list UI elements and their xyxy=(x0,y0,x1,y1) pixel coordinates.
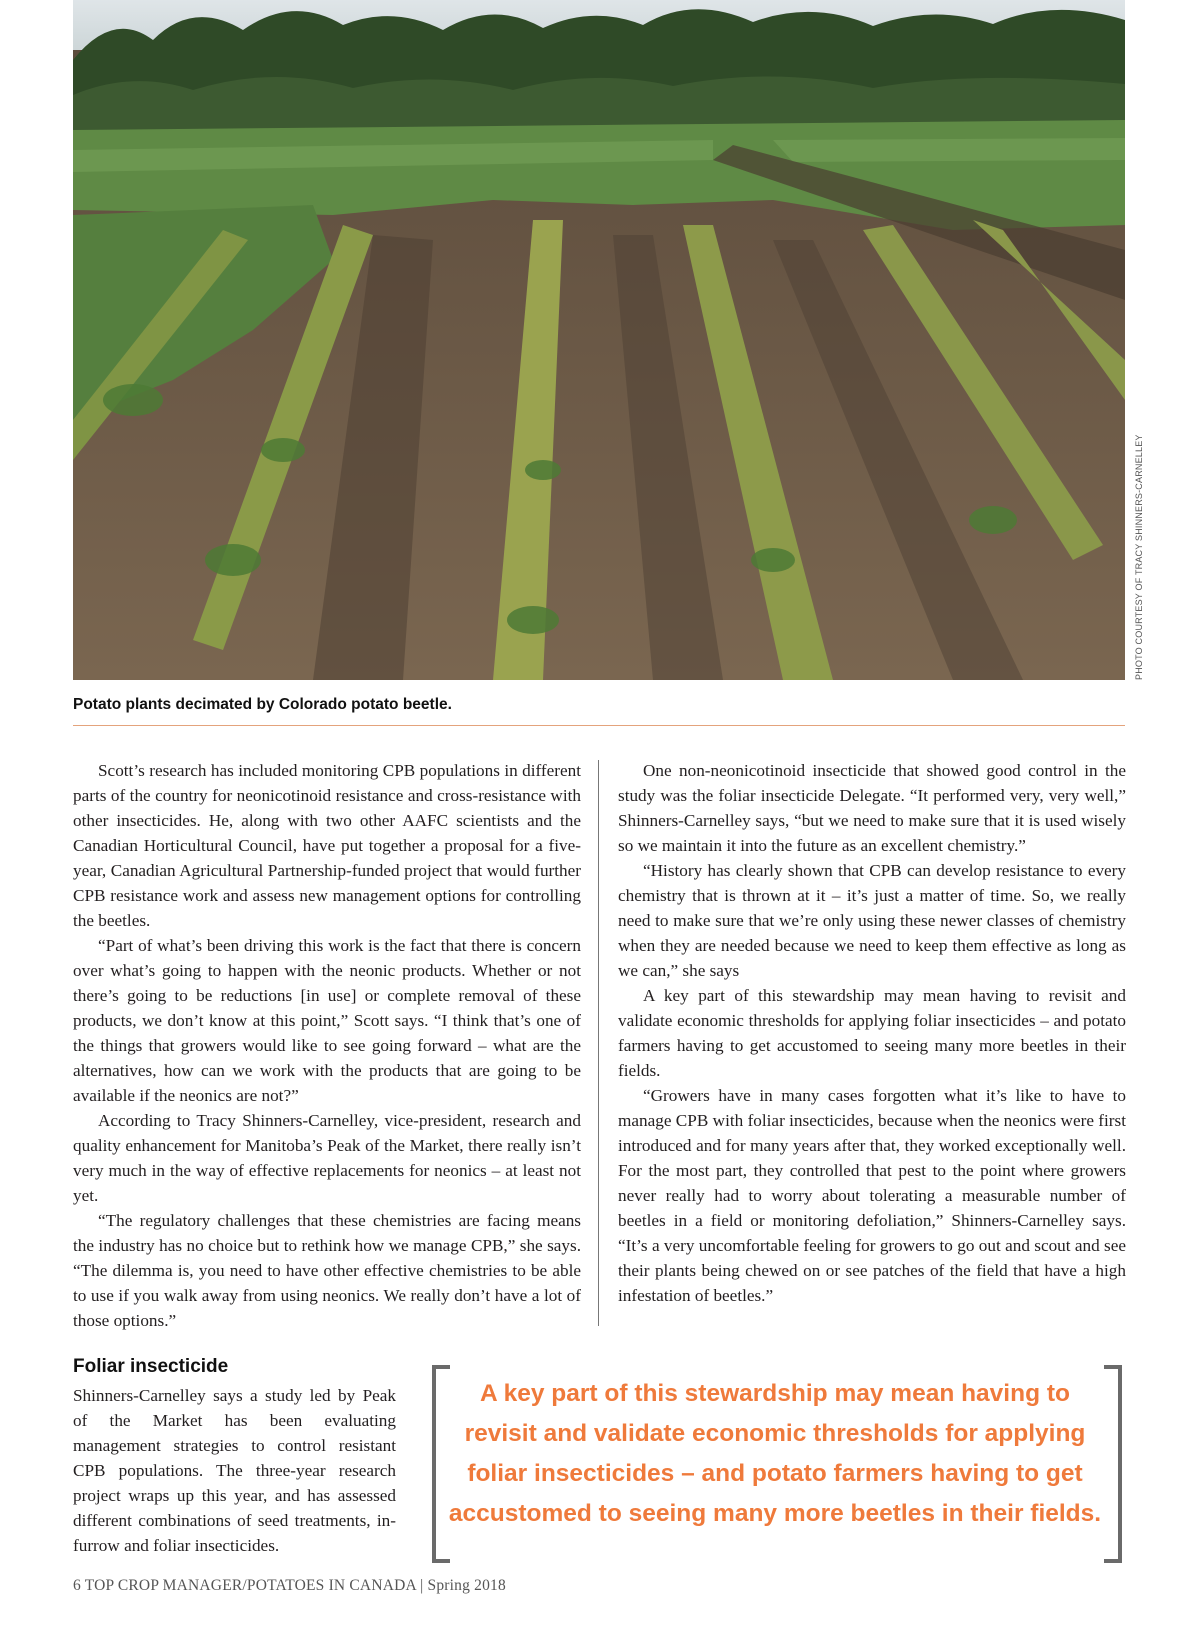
paragraph: Scott’s research has included monitoring CPB populations in different parts of the country for neonicotinoid resistance and cross-resistance with other insecticides. He, along with two other AAFC scientists and the Canadian Horticultural Council, have put together a proposal for a five-year, Canadian Agricultural Partnership-funded project that would further CPB resistance work and assess new management options for controlling the beetles. xyxy=(73,761,581,930)
caption-divider xyxy=(73,725,1125,726)
column-divider xyxy=(598,760,599,1326)
left-column xyxy=(73,758,581,1333)
pullquote-line: accustomed to seeing many more beetles in their fields. xyxy=(448,1500,1102,1527)
page-footer: 6 TOP CROP MANAGER/POTATOES IN CANADA | Spring 2018 xyxy=(73,1577,506,1594)
paragraph: According to Tracy Shinners-Carnelley, vice-president, research and quality enhancement for Manitoba’s Peak of the Market, there really isn’t very much in the way of effective replacements for neonics – at least not yet. xyxy=(73,1111,581,1205)
paragraph: “The regulatory challenges that these chemistries are facing means the industry has no choice but to rethink how we manage CPB,” she says. “The dilemma is, you need to have other effective chemistries to be able to use if you walk away from using neonics. We really don’t have a lot of those options.” xyxy=(73,1211,581,1330)
pullquote xyxy=(446,1374,1104,1534)
right-column xyxy=(618,758,1126,1308)
paragraph: Shinners-Carnelley says a study led by Peak of the Market has been evaluating management strategies to control resistant CPB populations. The three-year research project wraps up this year, and has assessed different combinations of seed treatments, in-furrow and foliar insecticides. xyxy=(73,1386,396,1555)
photo-credit: PHOTO COURTESY OF TRACY SHINNERS-CARNELLEY xyxy=(1134,434,1144,680)
paragraph: One non-neonicotinoid insecticide that showed good control in the study was the foliar insecticide Delegate. “It performed very, very well,” Shinners-Carnelley says, “but we need to make sure that it is used wisely so we maintain it into the future as an excellent chemistry.” xyxy=(618,761,1126,855)
paragraph: “Growers have in many cases forgotten what it’s like to have to manage CPB with foliar insecticides, because when the neonics were first introduced and for many years after that, they worked exceptionally well. For the most part, they controlled that pest to the point where growers never really had to worry about tolerating a measurable number of beetles in a field or monitoring defoliation,” Shinners-Carnelley says. “It’s a very uncomfortable feeling for growers to go out and scout and see their plants being chewed on or see patches of the field that have a high infestation of beetles.” xyxy=(618,1086,1126,1305)
paragraph: “History has clearly shown that CPB can develop resistance to every chemistry that is thrown at it – it’s just a matter of time. So, we really need to make sure that we’re only using these newer classes of chemistry when they are needed because we need to keep them effective as long as we can,” she says xyxy=(618,861,1126,980)
paragraph: A key part of this stewardship may mean having to revisit and validate economic thresholds for applying foliar insecticides – and potato farmers having to get accustomed to seeing many more beetles in their fields. xyxy=(618,986,1126,1080)
photo-caption: Potato plants decimated by Colorado potato beetle. xyxy=(73,696,452,713)
pullquote-bracket-right xyxy=(1104,1365,1122,1563)
pullquote-line: foliar insecticides – and potato farmers having to get xyxy=(467,1460,1083,1487)
pullquote-line: A key part of this stewardship may mean having to xyxy=(480,1380,1070,1407)
section-heading: Foliar insecticide xyxy=(73,1356,229,1377)
subhead-column xyxy=(73,1383,396,1558)
field-photo xyxy=(73,0,1125,680)
pullquote-line: revisit and validate economic thresholds for applying xyxy=(464,1420,1086,1447)
paragraph: “Part of what’s been driving this work is the fact that there is concern over what’s going to happen with the neonic products. Whether or not there’s going to be reductions [in use] or complete removal of these products, we don’t know at this point,” Scott says. “I think that’s one of the things that growers would like to see going forward – what are the alternatives, how can we work with the products that are going to be available if the neonics are not?” xyxy=(73,936,581,1105)
